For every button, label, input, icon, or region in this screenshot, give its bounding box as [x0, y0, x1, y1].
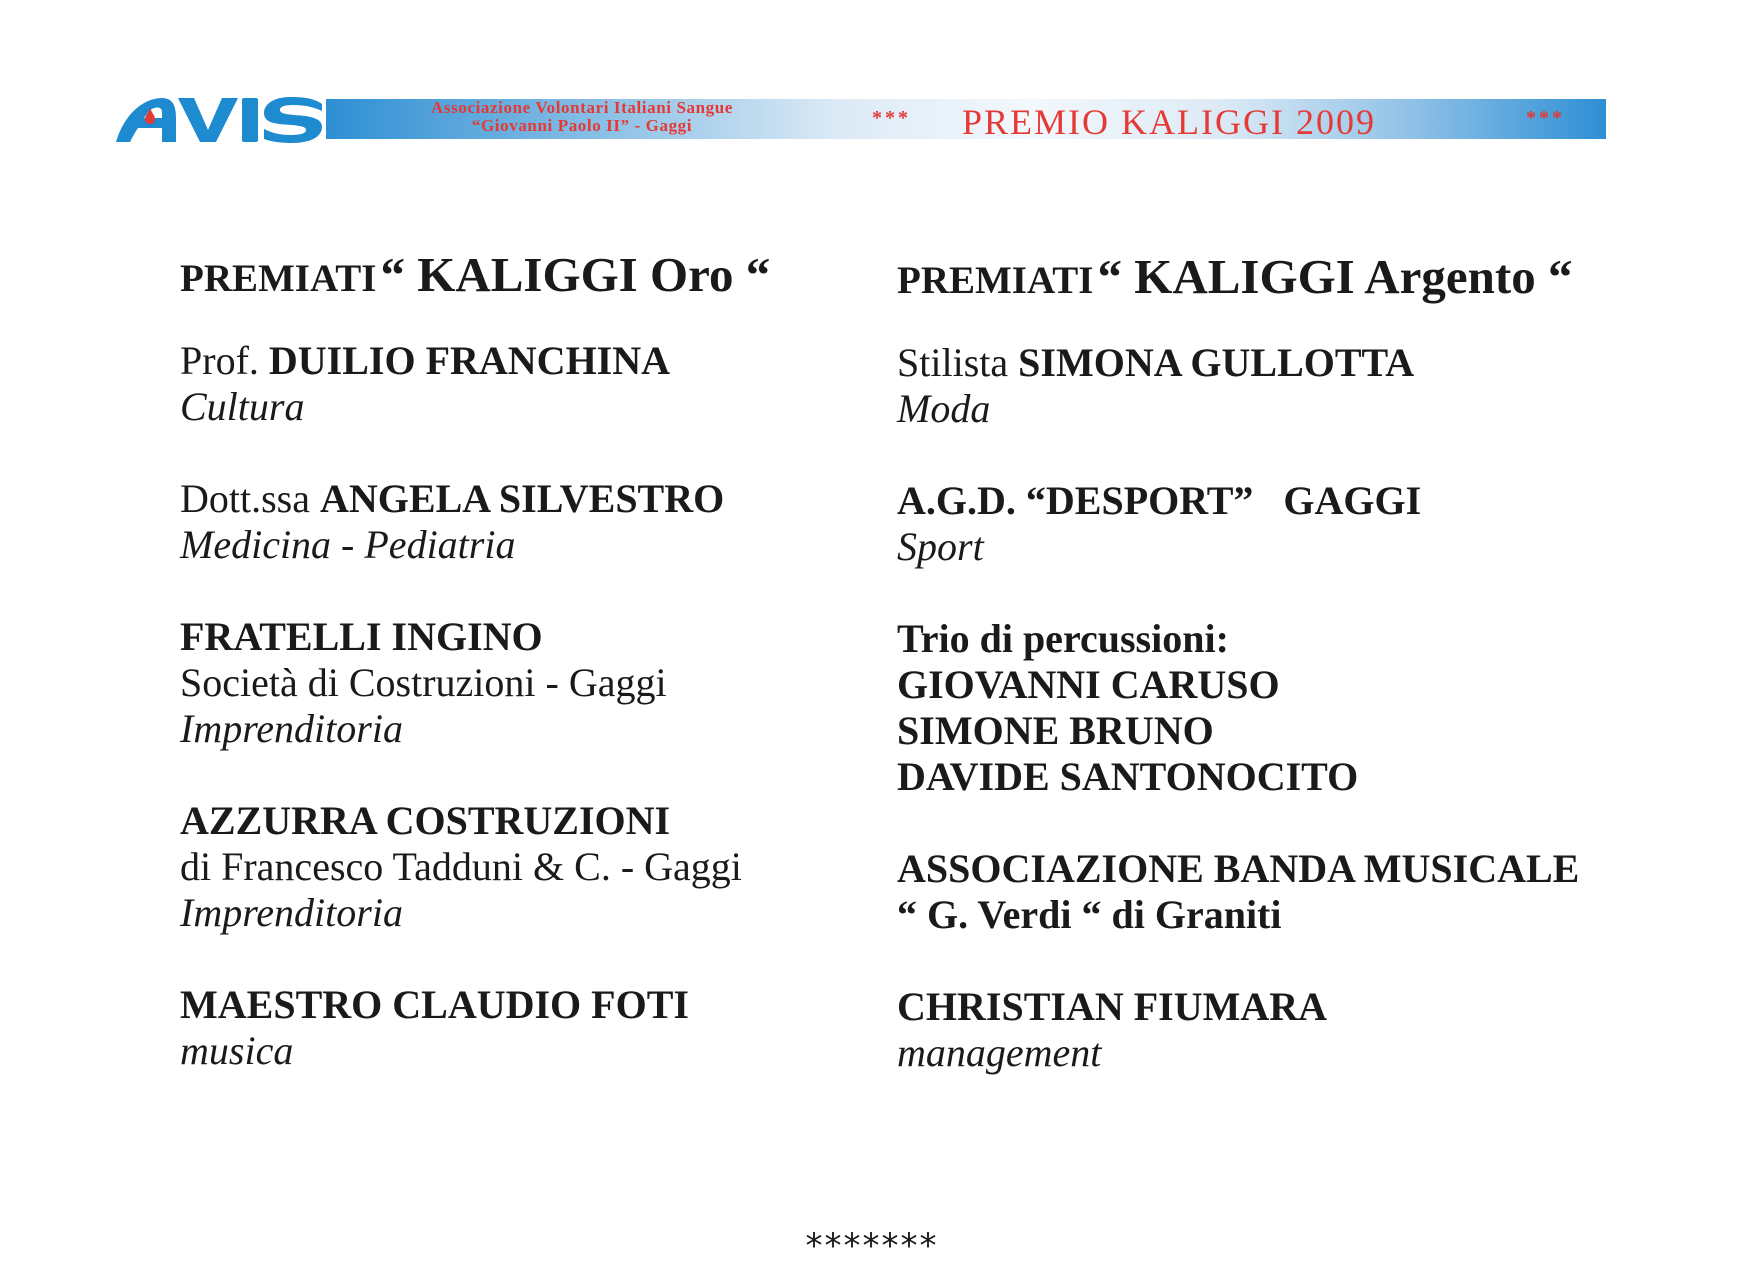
winner-category: Sport: [897, 524, 984, 569]
winner-detail: di Francesco Tadduni & C. - Gaggi: [180, 844, 742, 889]
winner-name: CHRISTIAN FIUMARA: [897, 984, 1328, 1029]
association-name: [342, 99, 822, 139]
winner-category: Imprenditoria: [180, 890, 403, 935]
winner-name-text: SIMONA GULLOTTA: [1018, 340, 1415, 385]
winner-category: Medicina - Pediatria: [180, 522, 516, 567]
winner-detail: Società di Costruzioni - Gaggi: [180, 660, 667, 705]
association-line-1: Associazione Volontari Italiani Sangue: [431, 99, 733, 117]
winner-name-text: DUILIO FRANCHINA: [268, 338, 671, 383]
argento-heading: [897, 248, 1573, 305]
association-line-2: “Giovanni Paolo II” - Gaggi: [471, 116, 693, 135]
heading-award: “ KALIGGI Argento “: [1097, 249, 1573, 304]
winner-category: Moda: [897, 386, 991, 431]
winner-category: Imprenditoria: [180, 706, 403, 751]
winner-name: Trio di percussioni:: [897, 616, 1229, 661]
winner-detail: “ G. Verdi “ di Graniti: [897, 892, 1282, 937]
award-title: PREMIO KALIGGI 2009: [962, 102, 1376, 139]
winner-title: Stilista: [897, 340, 1009, 385]
stars-decoration-right: ***: [1526, 107, 1565, 129]
stars-decoration-left: ***: [872, 107, 911, 129]
winner-title: Prof.: [180, 338, 259, 383]
header-banner: [326, 99, 1606, 139]
winner-name: MAESTRO CLAUDIO FOTI: [180, 982, 689, 1027]
winner-name: A.G.D. “DESPORT” GAGGI: [897, 478, 1422, 523]
winner-title: Dott.ssa: [180, 476, 310, 521]
avis-logo: [114, 94, 324, 144]
ensemble-member: SIMONE BRUNO: [897, 708, 1214, 753]
winner-name: [897, 340, 1414, 386]
ensemble-member: GIOVANNI CARUSO: [897, 662, 1280, 707]
heading-prefix: PREMIATI: [897, 259, 1094, 302]
winner-name: [180, 476, 724, 522]
winner-name-text: ANGELA SILVESTRO: [320, 476, 725, 521]
ensemble-member: DAVIDE SANTONOCITO: [897, 754, 1359, 799]
oro-heading: [180, 246, 770, 303]
heading-award: “ KALIGGI Oro “: [380, 247, 771, 302]
winner-name: FRATELLI INGINO: [180, 614, 543, 659]
footer-stars: *******: [805, 1226, 939, 1266]
winner-category: management: [897, 1030, 1102, 1075]
winner-name: [180, 338, 670, 384]
winner-category: Cultura: [180, 384, 305, 429]
winner-name: AZZURRA COSTRUZIONI: [180, 798, 671, 843]
heading-prefix: PREMIATI: [180, 257, 377, 300]
winner-category: musica: [180, 1028, 294, 1073]
winner-name: ASSOCIAZIONE BANDA MUSICALE: [897, 846, 1580, 891]
